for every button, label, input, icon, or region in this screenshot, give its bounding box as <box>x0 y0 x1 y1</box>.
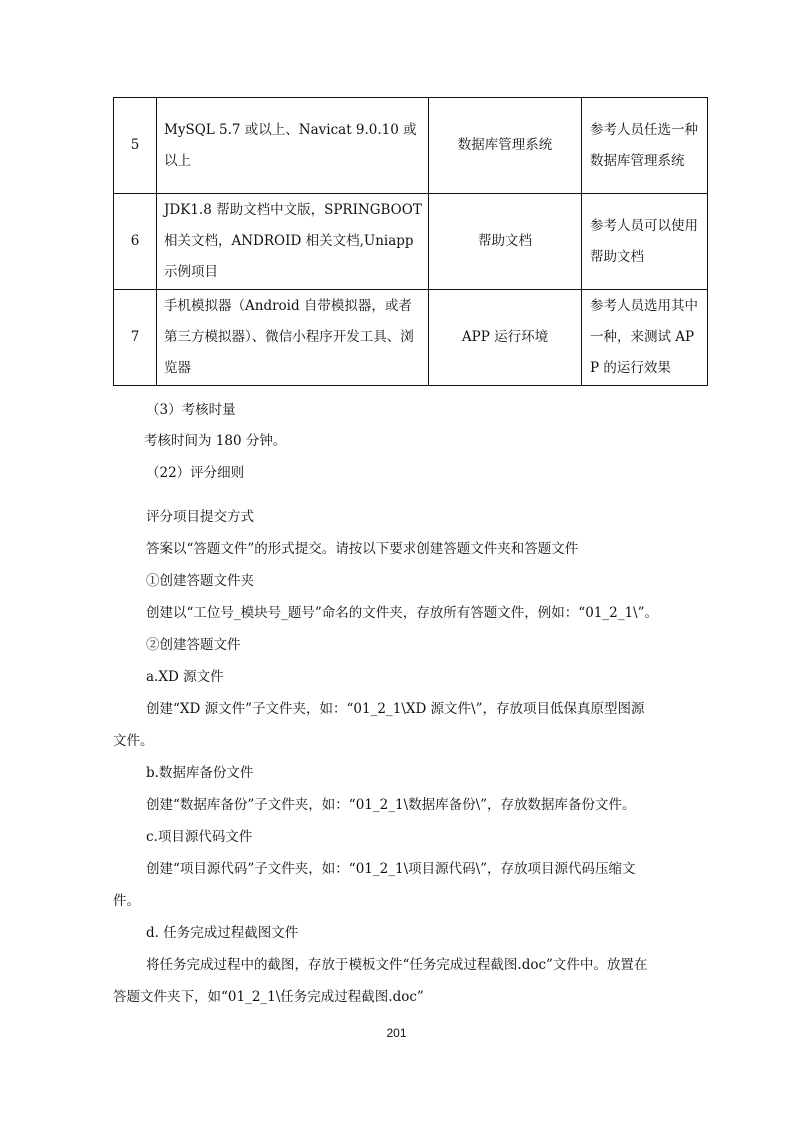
software-table <box>113 97 708 386</box>
row-number: 5 <box>114 98 157 194</box>
row-note: 参考人员任选一种数据库管理系统 <box>582 98 708 194</box>
a-text: 创建“XD 源文件”子文件夹，如：“01_2_1\XD 源文件\”，存放项目低保真原型图源 <box>146 701 645 717</box>
page-number: 201 <box>386 1026 407 1040</box>
row-category: 数据库管理系统 <box>429 98 582 194</box>
row-note: 参考人员选用其中一种，来测试 APP 的运行效果 <box>582 290 708 386</box>
b-title: b.数据库备份文件 <box>146 765 254 781</box>
step1-title: ①创建答题文件夹 <box>146 573 254 589</box>
row-note: 参考人员可以使用帮助文档 <box>582 194 708 290</box>
c-text: 创建“项目源代码”子文件夹，如：“01_2_1\项目源代码\”，存放项目源代码压缩文 <box>146 861 636 877</box>
d-title: d. 任务完成过程截图文件 <box>146 925 299 941</box>
c-text-cont: 件。 <box>113 893 140 909</box>
c-title: c.项目源代码文件 <box>146 829 253 845</box>
d-text: 将任务完成过程中的截图，存放于模板文件“任务完成过程截图.doc”文件中。放置在 <box>146 957 648 973</box>
table-row <box>114 290 708 386</box>
row-item: MySQL 5.7 或以上、Navicat 9.0.10 或以上 <box>157 98 429 194</box>
time-text: 考核时间为 180 分钟。 <box>144 433 287 449</box>
step1-text: 创建以“工位号_模块号_题号”命名的文件夹，存放所有答题文件，例如：“01_2_1\”。 <box>146 605 659 621</box>
step2-title: ②创建答题文件 <box>146 637 241 653</box>
row-category: APP 运行环境 <box>429 290 582 386</box>
table-row <box>114 98 708 194</box>
row-category: 帮助文档 <box>429 194 582 290</box>
submit-intro: 答案以“答题文件”的形式提交。请按以下要求创建答题文件夹和答题文件 <box>146 541 579 557</box>
table-row <box>114 194 708 290</box>
submit-title: 评分项目提交方式 <box>146 509 254 525</box>
heading-scoring: （22）评分细则 <box>146 465 245 481</box>
a-title: a.XD 源文件 <box>146 669 224 685</box>
row-number: 7 <box>114 290 157 386</box>
row-number: 6 <box>114 194 157 290</box>
a-text-cont: 文件。 <box>113 733 154 749</box>
row-item: JDK1.8 帮助文档中文版，SPRINGBOOT 相关文档，ANDROID 相关文档,Uniapp 示例项目 <box>157 194 429 290</box>
heading-time: （3）考核时量 <box>146 402 236 418</box>
row-item: 手机模拟器（Android 自带模拟器，或者第三方模拟器）、微信小程序开发工具、浏览器 <box>157 290 429 386</box>
b-text: 创建“数据库备份”子文件夹，如：“01_2_1\数据库备份\”，存放数据库备份文件。 <box>146 797 636 813</box>
d-text-cont: 答题文件夹下，如“01_2_1\任务完成过程截图.doc” <box>113 989 424 1005</box>
